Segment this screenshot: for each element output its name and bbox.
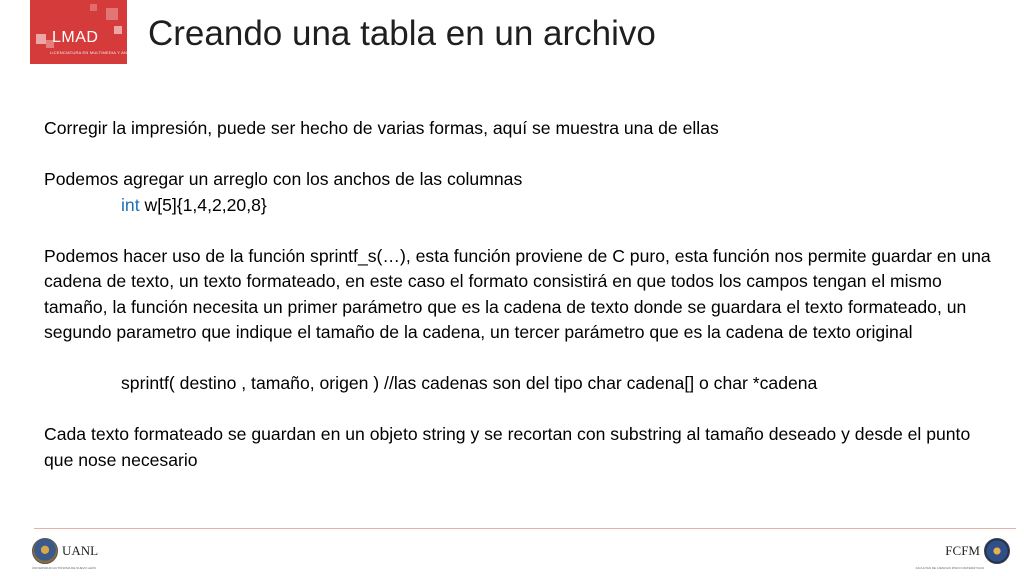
logo-wordmark: LMAD [52,29,99,46]
code-sprintf: sprintf( destino , tamaño, origen ) //las cadenas son del tipo char cadena[] o char *cadena [121,373,818,393]
paragraph-sprintf: Podemos hacer uso de la función sprintf_s(…), esta función proviene de C puro, esta función nos permite guardar en una cadena de texto, un texto formateado, en este caso el formato consistirá en que todos los campos tengan el mismo tamaño, la función necesita un primer parámetro que es la cadena de texto donde se guardara el texto formateado, un segundo parametro que indique el tamaño de la cadena, un tercer parámetro que es la cadena de texto original [44,245,991,342]
uanl-seal-icon [32,538,58,564]
footer-divider [34,528,1016,529]
slide-title: Creando una tabla en un archivo [148,14,656,53]
paragraph-array: Podemos agregar un arreglo con los anchos de las columnas [44,169,523,189]
paragraph-substring: Cada texto formateado se guardan en un objeto string y se recortan con substring al tamaño deseado y desde el punto que nose necesario [44,424,971,470]
lmad-logo [30,0,164,64]
logo-decor-square [106,8,118,20]
logo-decor-square [114,26,122,34]
slide-body [44,116,1004,473]
fcfm-subtitle: FACULTAD DE CIENCIAS FÍSICO MATEMÁTICAS [915,566,984,570]
uanl-logo [32,538,98,564]
paragraph-intro: Corregir la impresión, puede ser hecho de varias formas, aquí se muestra una de ellas [44,118,719,138]
uanl-subtitle: UNIVERSIDAD AUTÓNOMA DE NUEVO LEÓN [32,566,96,570]
code-keyword: int [121,194,140,215]
fcfm-seal-icon [984,538,1010,564]
logo-decor-square [36,34,46,44]
code-array [44,193,1004,219]
fcfm-wordmark: FCFM [945,543,980,558]
code-array-rest: w[5]{1,4,2,20,8} [139,194,267,215]
logo-decor-square [90,4,97,11]
logo-subtitle: LICENCIATURA EN MULTIMEDIA Y ANIMACIÓN DIGITAL [50,50,164,55]
uanl-wordmark: UANL [62,543,99,558]
fcfm-logo [945,538,1010,564]
